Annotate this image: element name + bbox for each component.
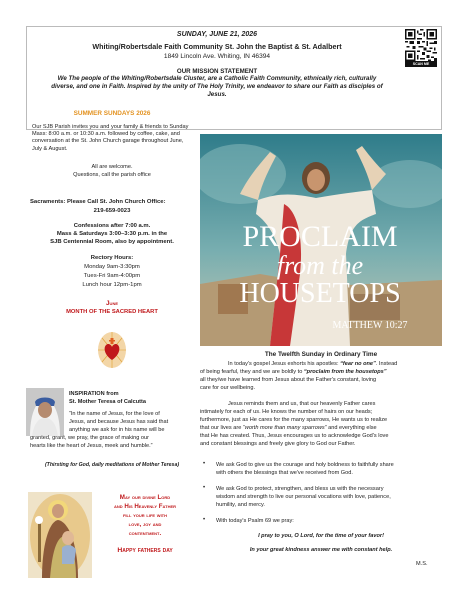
scripture-ref-text: MATTHEW 10:27: [332, 320, 408, 331]
fathers-line-1: May our divine Lord: [119, 494, 171, 501]
fathers-line-2: and His Heavenly Father: [113, 503, 177, 510]
fathers-line-6: Happy fathers day: [117, 547, 173, 554]
article-p2-line2: intimately for each of us. He knows the number of hairs on our heads;: [200, 409, 373, 415]
rectory-monday: Monday 9am-3:30pm: [84, 264, 140, 270]
bullet-2-icon: •: [203, 485, 206, 491]
mission-text: We The people of the Whiting/Robertsdale Cluster, are a Catholic Faith Community, ethnically rich, culturally diverse, and one in Faith. Inspired by the unity of The Holy Trinity, we endeavor to share our Faith as disciples of Jesus.: [51, 75, 383, 99]
prayer-line-1: I pray to you, O Lord, for the time of your favor!: [258, 533, 384, 539]
article-p1-line1: In today's gospel Jesus exhorts his apostles: “fear no one”. Instead: [228, 361, 398, 367]
fathers-line-5: contentment.: [128, 530, 162, 537]
confession-line-3: SJB Centennial Room, also by appointment.: [50, 239, 174, 245]
mission-title: OUR MISSION STATEMENT: [176, 68, 258, 75]
sacred-heart-icon: [97, 330, 127, 370]
bullet-1-line2: with others the blessings that we've received from God.: [216, 470, 353, 476]
proclaim-text: PROCLAIM: [242, 220, 398, 253]
teresa-quote-1: “In the name of Jesus, for the love of: [69, 411, 160, 417]
rectory-lunch: Lunch hour 12pm-1pm: [82, 282, 142, 288]
article-p1-line4: care for our wellbeing.: [200, 385, 256, 391]
sacraments-line: Sacraments: Please Call St. John Church Office:: [30, 199, 166, 205]
teresa-title: INSPIRATION from: [69, 391, 119, 397]
housetops-text: HOUSETOPS: [239, 278, 401, 309]
article-p2-line6: and constant blessings and freely give glory to God our Father.: [200, 441, 356, 447]
teresa-quote-3: anything we ask for in his name will be: [69, 427, 165, 433]
article-p2-line3: furthermore, just as He cares for the many sparrows, He wants us to realize: [200, 417, 388, 423]
rectory-tues-fri: Tues-Fri 9am-4:00pm: [83, 273, 141, 279]
from-the-text: from the: [276, 251, 364, 280]
church-address: 1849 Lincoln Ave. Whiting, IN 46394: [163, 53, 271, 60]
bullet-1-line1: We ask God to give us the courage and holy boldness to faithfully share: [216, 462, 394, 468]
mother-teresa-photo: [26, 388, 64, 436]
proclaim-jesus-image: [200, 134, 442, 346]
confession-line-1: Confessions after 7:00 a.m.: [73, 223, 151, 229]
bullet-1-icon: •: [203, 461, 206, 467]
teresa-name: St. Mother Teresa of Calcutta: [69, 399, 146, 405]
confession-line-2: Mass & Saturdays 3:00–3:30 p.m. in the: [56, 231, 168, 237]
article-p2-line1: Jesus reminds them and us, that our heavenly Father cares: [228, 401, 376, 407]
article-p2-line5: that He has created. Thus, Jesus encourages us to acknowledge God's love: [200, 433, 389, 439]
bulletin-date: SUNDAY, JUNE 21, 2026: [176, 31, 258, 38]
bullet-3-icon: •: [203, 517, 206, 523]
article-signature: M.S.: [416, 561, 428, 567]
fathers-line-4: love, joy and: [128, 521, 162, 528]
sacraments-phone: 219-659-0023: [93, 208, 131, 214]
church-name: Whiting/Robertsdale Faith Community St. John the Baptist & St. Adalbert: [92, 42, 342, 51]
teresa-quote-4: granted, grant, we pray, the grace of making our: [30, 435, 149, 441]
article-p1-line2: of being fearful, they and we are boldly to “proclaim from the housetops”: [200, 369, 387, 375]
bullet-2-line2: wisdom and strength to live our personal vocations with love, patience,: [216, 494, 391, 500]
article-title: The Twelfth Sunday in Ordinary Time: [264, 351, 378, 358]
bullet-2-line3: humility, and mercy.: [216, 502, 265, 508]
holy-family-image: [28, 492, 92, 578]
article-p2-line4: that our lives are “worth more than many sparrows” and everything else: [200, 425, 377, 431]
scan-me-label: SCAN ME: [405, 61, 437, 67]
summer-questions: Questions, call the parish office: [73, 172, 151, 178]
summer-title: SUMMER SUNDAYS 2026: [73, 110, 151, 117]
qr-code-icon[interactable]: [405, 29, 437, 61]
teresa-source: (Thirsting for God, daily meditations of Mother Teresa): [44, 462, 180, 468]
bullet-2-line1: We ask God to protect, strengthen, and bless us with the necessary: [216, 486, 384, 492]
summer-welcome: All are welcome.: [91, 164, 133, 170]
fathers-line-3: fill your life with: [122, 512, 168, 519]
june-title: June: [106, 300, 118, 307]
summer-body: Our SJB Parish invites you and your family & friends to Sunday Mass: 8:00 a.m. or 10:30 a.m. followed by coffee, cake, and conversation at the St. John Church garage throughout June, July & August.: [32, 124, 189, 152]
rectory-title: Rectory Hours:: [90, 255, 134, 261]
prayer-line-2: In your great kindness answer me with constant help.: [249, 547, 393, 553]
teresa-quote-5: hearts like the heart of Jesus, meek and humble.”: [30, 443, 153, 449]
article-p1-line3: all they/we have learned from Jesus about the Father's constant, loving: [200, 377, 377, 383]
bullet-3-line1: With today's Psalm 69 we pray:: [216, 518, 294, 524]
teresa-quote-2: Jesus, and because Jesus has said that: [69, 419, 169, 425]
june-subtitle: MONTH OF THE SACRED HEART: [66, 309, 158, 315]
